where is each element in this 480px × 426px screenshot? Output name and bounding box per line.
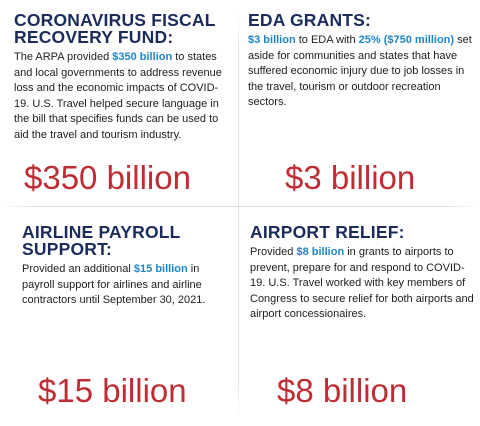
panel-heading — [248, 12, 474, 29]
highlight-amount: 25% ($750 million) — [358, 34, 455, 46]
panel-airline-payroll-support — [22, 224, 232, 309]
panel-heading — [22, 224, 232, 258]
amount-figure: $15 billion — [38, 372, 187, 409]
panel-eda-grants — [248, 12, 474, 111]
heading-line: CORONAVIRUS FISCAL — [14, 10, 216, 30]
heading-line: EDA GRANTS: — [248, 10, 372, 30]
description-text: in payroll support for airlines and airline contractors until September 30, 2021. — [22, 263, 206, 307]
description-text: to EDA with — [295, 34, 359, 46]
highlight-amount: $3 billion — [248, 34, 296, 46]
highlight-amount: $350 billion — [112, 51, 173, 63]
description-text: to states and local governments to address revenue loss and the economic impacts of COVID-19. U.S. Travel helped secure language in the bill that specifies funds can be used to aid the travel and tourism industry. — [14, 51, 222, 141]
description-text: The ARPA provided — [14, 51, 113, 63]
panel-description — [22, 262, 232, 309]
panel-coronavirus-fiscal-recovery-fund — [14, 12, 228, 144]
panel-airport-relief — [250, 224, 474, 323]
amount-figure: $3 billion — [285, 159, 416, 196]
description-text: in grants to airports to prevent, prepare for and respond to COVID-19. U.S. Travel worked with key members of Congress to secure relief for both airports and airport concessionaires. — [250, 246, 474, 321]
panel-description — [14, 50, 228, 144]
panel-description — [248, 33, 474, 111]
highlight-amount: $8 billion — [296, 246, 345, 258]
description-text: set aside for communities and states that have suffered economic injury due to job losses in the travel, tourism or outdoor recreation sectors. — [248, 34, 472, 109]
highlight-amount: $15 billion — [133, 263, 188, 275]
heading-line: RECOVERY FUND: — [14, 27, 174, 47]
amount-figure: $350 billion — [24, 159, 191, 196]
panel-description — [250, 245, 474, 323]
horizontal-divider — [0, 206, 480, 207]
vertical-divider — [238, 10, 239, 420]
description-text: Provided an additional — [22, 263, 134, 275]
heading-line: AIRPORT RELIEF: — [250, 222, 405, 242]
heading-line: SUPPORT: — [22, 239, 113, 259]
heading-line: AIRLINE PAYROLL — [22, 222, 181, 242]
panel-heading — [14, 12, 228, 46]
description-text: Provided — [250, 246, 297, 258]
panel-heading — [250, 224, 474, 241]
amount-figure: $8 billion — [277, 372, 408, 409]
